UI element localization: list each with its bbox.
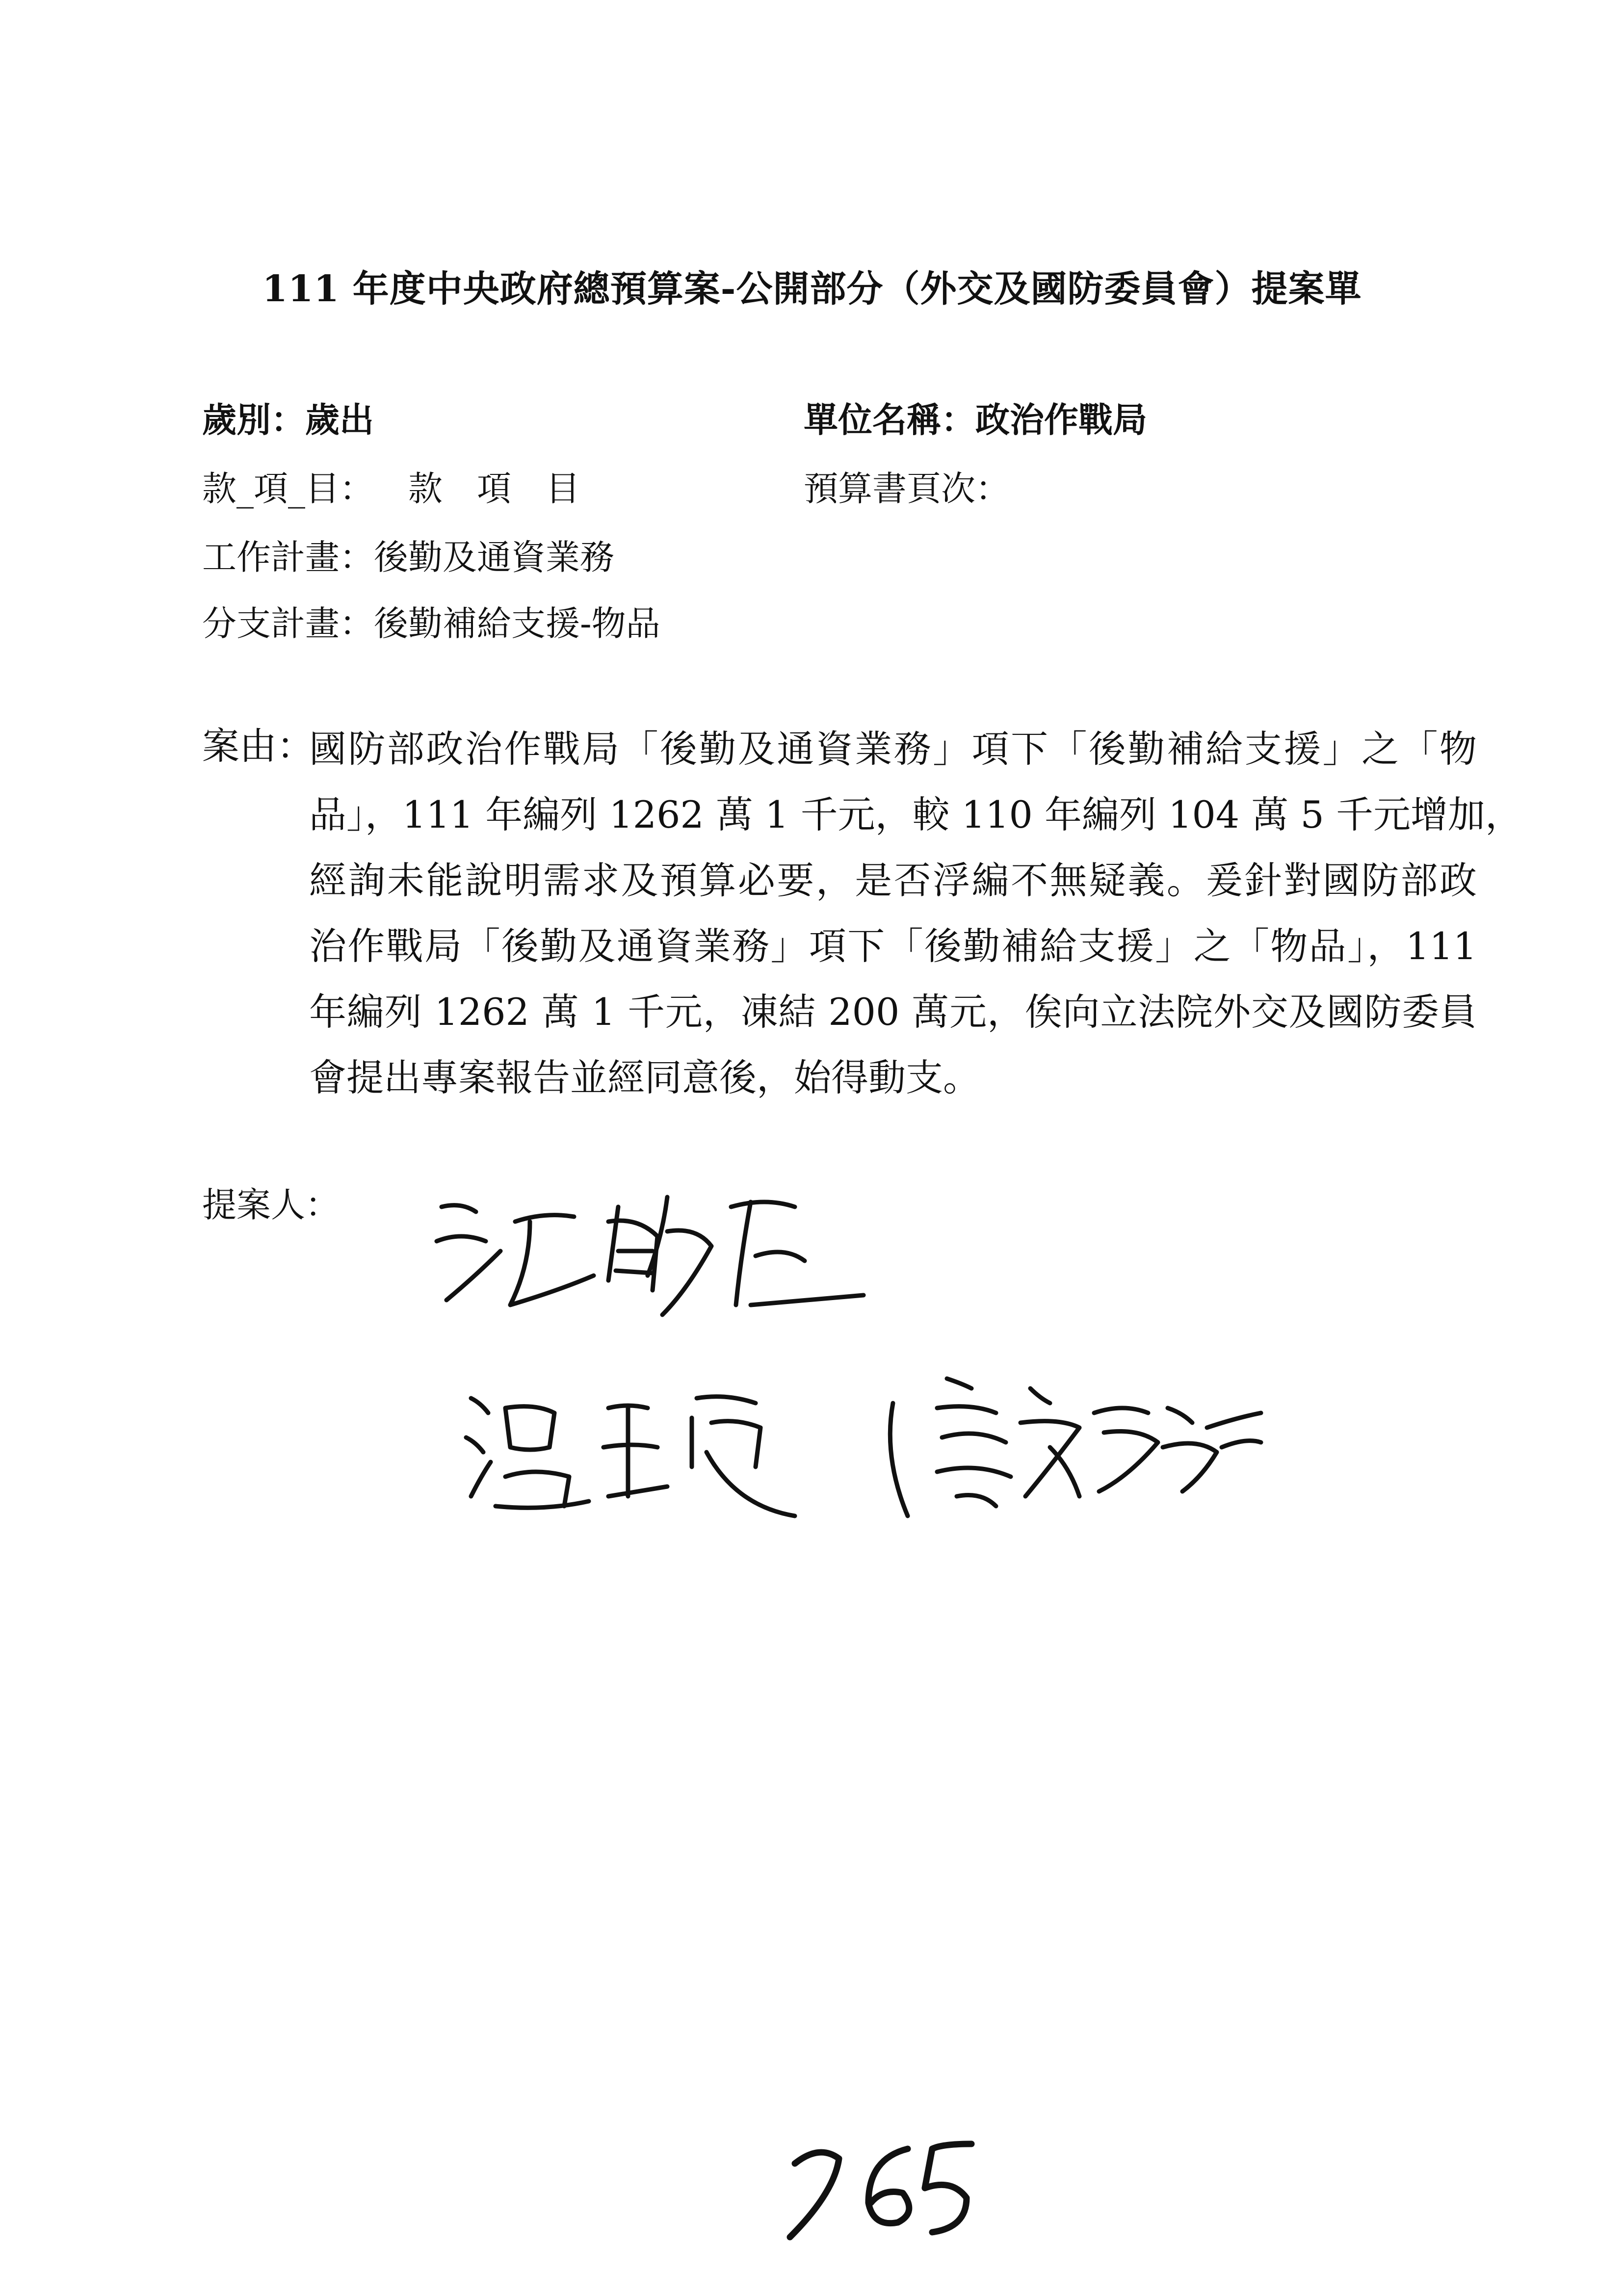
unit-value: 政治作戰局	[975, 399, 1147, 440]
page-title: 111 年度中央政府總預算案-公開部分（外交及國防委員會）提案單	[262, 268, 1362, 310]
reason-line: 會提出專案報告並經同意後，始得動支。	[309, 1056, 980, 1099]
subplan-row	[202, 596, 660, 646]
reason-label: 案由：	[202, 724, 314, 768]
item-row	[202, 461, 580, 511]
reason-line: 經詢未能說明需求及預算必要，是否浮編不無疑義。爰針對國防部政	[309, 859, 1477, 902]
page-ref-row	[804, 461, 1010, 511]
signature-2	[461, 1379, 814, 1526]
subplan-value: 後勤補給支援-物品	[374, 603, 660, 644]
item-value: 款 項 目	[408, 469, 580, 509]
unit-row	[804, 392, 1147, 442]
signature-1	[432, 1177, 873, 1339]
proposer-label: 提案人：	[202, 1185, 340, 1225]
reason-line: 年編列 1262 萬 1 千元，凍結 200 萬元，俟向立法院外交及國防委員	[309, 990, 1477, 1034]
unit-label: 單位名稱：	[804, 399, 975, 440]
reason-text	[309, 716, 1523, 1111]
signature-3	[864, 1369, 1266, 1545]
plan-value: 後勤及通資業務	[374, 537, 614, 577]
plan-label: 工作計畫：	[202, 537, 374, 577]
category-value: 歲出	[305, 399, 374, 440]
page-number-handwritten	[775, 2129, 981, 2242]
reason-line: 國防部政治作戰局「後勤及通資業務」項下「後勤補給支援」之「物	[309, 727, 1477, 771]
page-ref-label: 預算書頁次：	[804, 469, 1010, 509]
reason-line: 治作戰局「後勤及通資業務」項下「後勤補給支援」之「物品」，111	[309, 924, 1477, 968]
subplan-label: 分支計畫：	[202, 603, 374, 644]
reason-line: 品」，111 年編列 1262 萬 1 千元，較 110 年編列 104 萬 5 千元增加，	[309, 793, 1523, 836]
category-row	[202, 392, 374, 442]
category-label: 歲別：	[202, 399, 305, 440]
item-label: 款_項_目：	[202, 469, 374, 509]
plan-row	[202, 530, 614, 579]
